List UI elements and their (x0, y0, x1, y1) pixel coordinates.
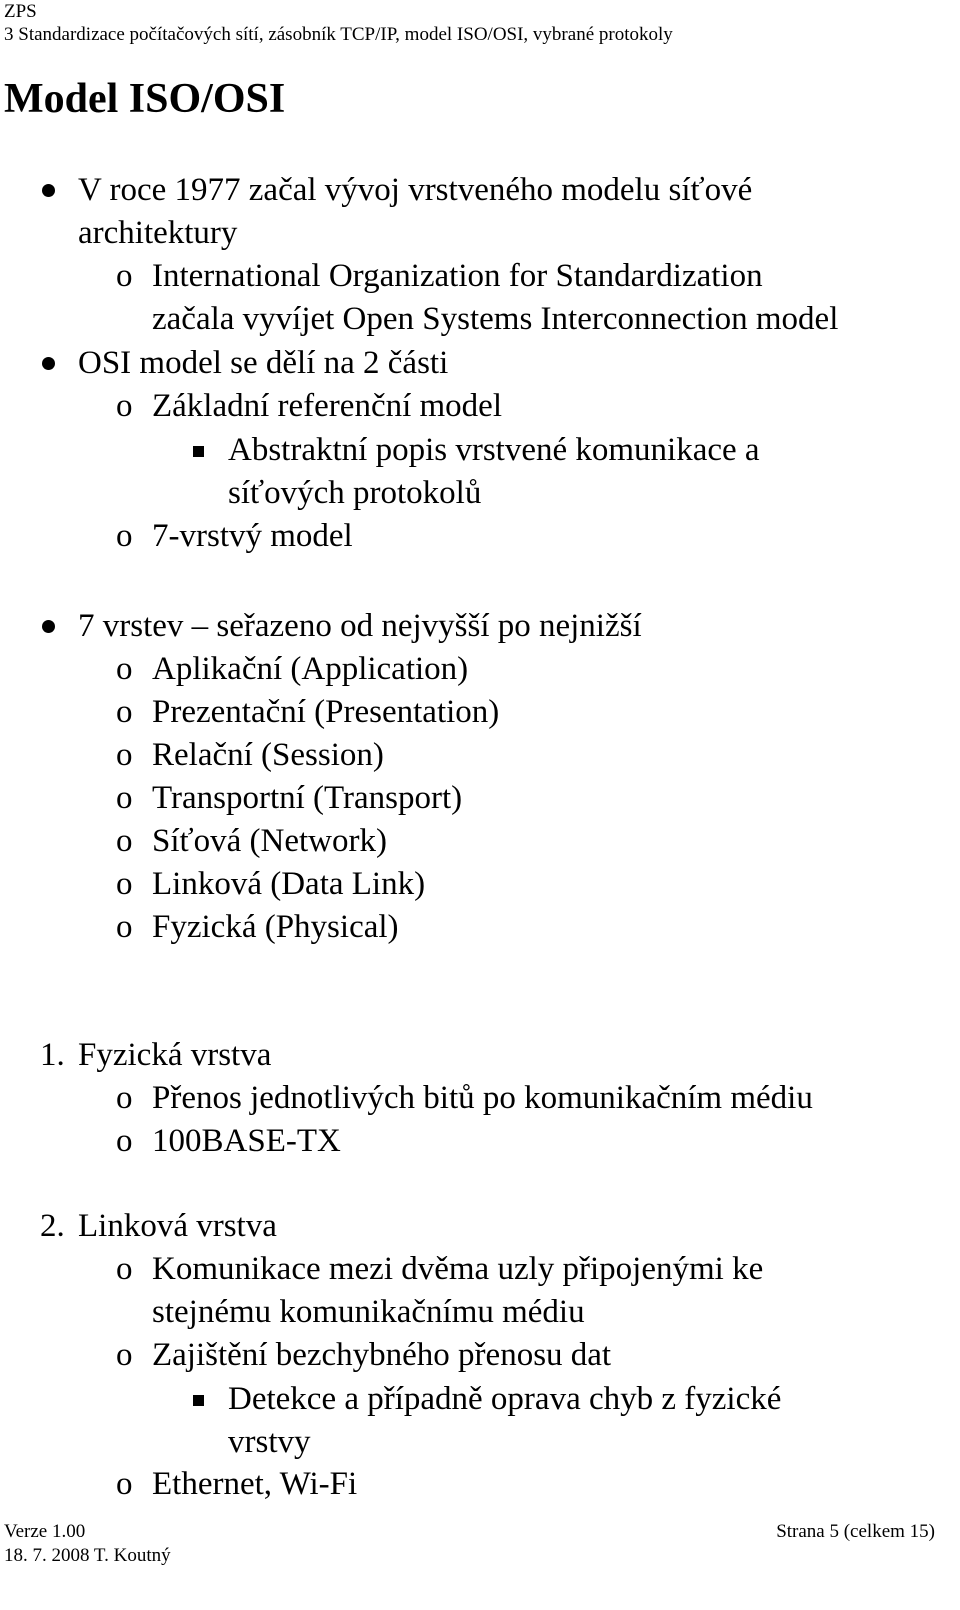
circle-bullet-icon: o (116, 780, 133, 816)
layer-item: Prezentační (Presentation) (152, 694, 500, 730)
sub-list-item: 100BASE-TX (152, 1123, 341, 1159)
square-bullet-icon (193, 446, 204, 457)
circle-bullet-icon: o (116, 651, 133, 687)
layer-item: Fyzická (Physical) (152, 909, 399, 945)
square-bullet-icon (193, 1395, 204, 1406)
circle-bullet-icon: o (116, 258, 133, 294)
footer-page-number: Strana 5 (celkem 15) (776, 1521, 935, 1542)
circle-bullet-icon: o (116, 388, 133, 424)
circle-bullet-icon: o (116, 694, 133, 730)
sub-list-item-continuation: začala vyvíjet Open Systems Interconnection model (152, 301, 839, 337)
number-marker: 2. (40, 1208, 65, 1244)
footer-version: Verze 1.00 (4, 1521, 86, 1542)
sub-sub-list-item: Abstraktní popis vrstvené komunikace a (228, 432, 760, 468)
sub-list-item: Komunikace mezi dvěma uzly připojenými ke (152, 1251, 764, 1287)
bullet-icon (42, 184, 55, 197)
sub-list-item-continuation: stejnému komunikačnímu médiu (152, 1294, 585, 1330)
circle-bullet-icon: o (116, 1251, 133, 1287)
circle-bullet-icon: o (116, 1466, 133, 1502)
list-item: OSI model se dělí na 2 části (78, 345, 449, 381)
circle-bullet-icon: o (116, 1080, 133, 1116)
numbered-heading: Fyzická vrstva (78, 1037, 272, 1073)
number-marker: 1. (40, 1037, 65, 1073)
sub-sub-list-item-continuation: síťových protokolů (228, 475, 482, 511)
layer-item: Relační (Session) (152, 737, 384, 773)
numbered-heading: Linková vrstva (78, 1208, 277, 1244)
footer-date-author: 18. 7. 2008 T. Koutný (4, 1545, 171, 1566)
layer-item: Transportní (Transport) (152, 780, 463, 816)
sub-list-item: 7-vrstvý model (152, 518, 353, 554)
circle-bullet-icon: o (116, 1123, 133, 1159)
circle-bullet-icon: o (116, 909, 133, 945)
circle-bullet-icon: o (116, 866, 133, 902)
circle-bullet-icon: o (116, 518, 133, 554)
sub-sub-list-item-continuation: vrstvy (228, 1424, 311, 1460)
sub-list-item: Zajištění bezchybného přenosu dat (152, 1337, 612, 1373)
bullet-icon (42, 357, 55, 370)
bullet-icon (42, 620, 55, 633)
layer-item: Síťová (Network) (152, 823, 387, 859)
circle-bullet-icon: o (116, 1337, 133, 1373)
sub-list-item: Základní referenční model (152, 388, 502, 424)
circle-bullet-icon: o (116, 823, 133, 859)
sub-list-item: International Organization for Standardization (152, 258, 763, 294)
sub-list-item: Ethernet, Wi-Fi (152, 1466, 358, 1502)
layer-item: Aplikační (Application) (152, 651, 469, 687)
list-item-continuation: architektury (78, 215, 238, 251)
sub-sub-list-item: Detekce a případně oprava chyb z fyzické (228, 1381, 782, 1417)
sub-list-item: Přenos jednotlivých bitů po komunikačním médiu (152, 1080, 813, 1116)
list-item: 7 vrstev – seřazeno od nejvyšší po nejnižší (78, 608, 642, 644)
list-item: V roce 1977 začal vývoj vrstveného modelu síťové (78, 172, 753, 208)
page-title: Model ISO/OSI (4, 76, 286, 122)
layer-item: Linková (Data Link) (152, 866, 426, 902)
circle-bullet-icon: o (116, 737, 133, 773)
header-short-title: ZPS (4, 1, 37, 22)
header-chapter-title: 3 Standardizace počítačových sítí, zásobník TCP/IP, model ISO/OSI, vybrané protokoly (4, 24, 673, 45)
